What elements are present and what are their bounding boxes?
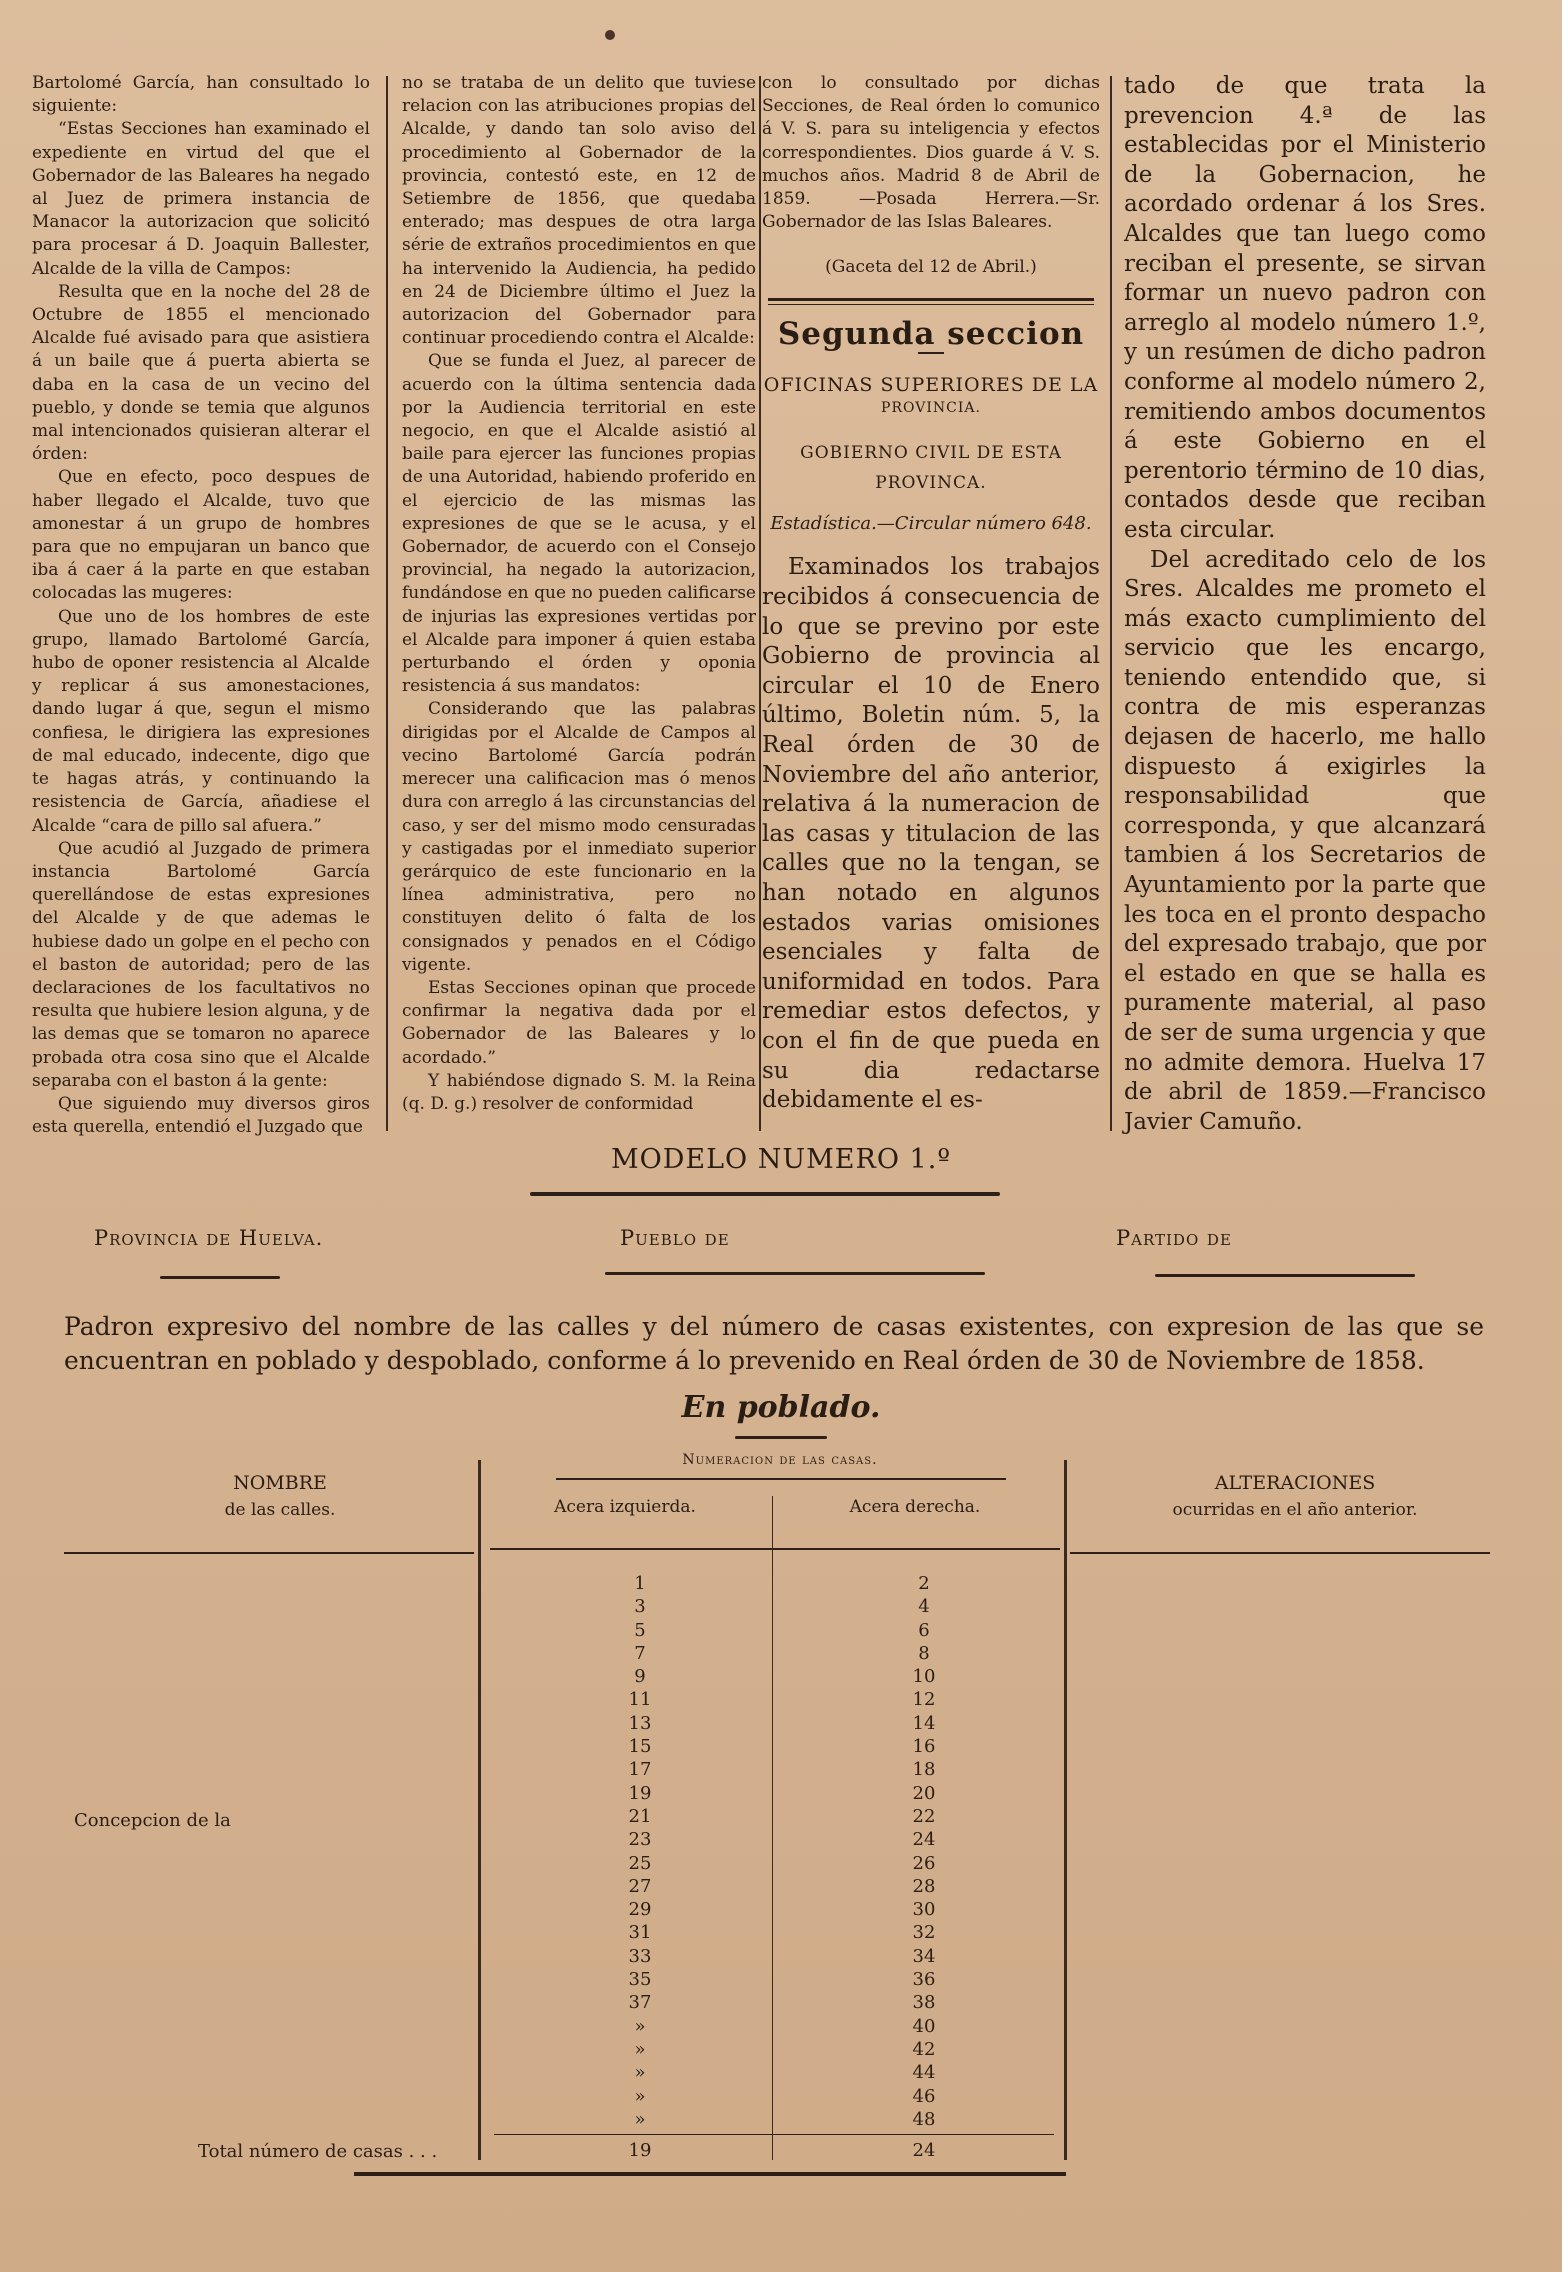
house-number-izquierda: 27 (628, 1875, 652, 1897)
col1-paragraph: Que acudió al Juzgado de primera instancia Bartolomé García querellándose de estas expresiones del Alcalde y de que ademas le hubiese dado un golpe en el pecho con el baston de autoridad; pero de las declaraciones de los facultativos no resulta que hubiere lesion alguna, y de las demas que se tomaron no aparece probada otra cosa sino que el Alcalde separaba con el baston á la gente: (32, 838, 370, 1091)
provincia-heading: PROVINCIA. (881, 400, 981, 417)
col4-paragraph: Del acreditado celo de los Sres. Alcaldes me prometo el más exacto cumplimiento del servicio que les encargo, teniendo entendido que, si contra de mis esperanzas dejasen de hacerlo, me hallo dispuesto á exigirles la responsabilidad que corresponda, y que alcanzará tambien á los Secretarios de Ayuntamiento por la parte que les toca en el pronto despacho del expresado trabajo, que por el estado en que se halla es puramente material, al paso de ser de suma urgencia y que no admite demora. Huelva 17 de abril de 1859.—Francisco Javier Camuño. (1124, 546, 1486, 1135)
ornament-rule (160, 1276, 280, 1279)
column-rule (386, 76, 388, 1131)
house-number-izquierda: 17 (628, 1759, 652, 1781)
house-number-izquierda: 19 (628, 1782, 652, 1804)
house-number-derecha: 16 (912, 1736, 936, 1758)
col1-paragraph: Que en efecto, poco despues de haber llegado el Alcalde, tuvo que amonestar á un grupo de hombres para que no empujaran un banco que iba á caer á la parte en que estaban colocadas las mugeres: (32, 467, 370, 604)
total-izquierda: 19 (628, 2140, 652, 2161)
house-number-izquierda: 35 (628, 1969, 652, 1991)
circular-body: Examinados los trabajos recibidos á consecuencia de lo que se previno por este Gobierno de provincia al circular el 10 de Enero último, Boletin núm. 5, la Real órden de 30 de Noviembre del año anterior, relativa á la numeracion de las casas y titulacion de las calles que no la tengan, se han notado en algunos estados varias omisiones esenciales y falta de uniformidad en todos. Para remediar estos defectos, y con el fin de que pueda en su dia redactarse debidamente el es- (762, 554, 1100, 1114)
partido-label: Partido de (1116, 1226, 1232, 1250)
house-number-izquierda: » (634, 2062, 646, 2084)
circular-heading: Estadística.—Circular número 648. (770, 513, 1092, 535)
house-number-derecha: 8 (918, 1642, 930, 1664)
column-rule (759, 76, 761, 1131)
table-column-rule (772, 1496, 773, 2160)
house-number-derecha: 36 (912, 1969, 936, 1991)
col4-paragraph: tado de que trata la prevencion 4.ª de las establecidas por el Ministerio de la Gobernacion, he acordado ordenar á los Sres. Alcaldes que tan luego como reciban el presente, se sirvan formar un nuevo padron con arreglo al modelo número 1.º, y un resúmen de dicho padron conforme al modelo número 2, remitiendo ambos documentos á este Gobierno en el perentorio término de 10 dias, contados desde que reciban esta circular. (1124, 73, 1486, 543)
house-number-izquierda: » (634, 2085, 646, 2107)
column-4 (1124, 72, 1486, 1137)
double-rule (768, 298, 1094, 305)
house-number-derecha: 32 (912, 1922, 936, 1944)
house-number-derecha: 42 (912, 2038, 936, 2060)
column-rule (1110, 76, 1112, 1131)
house-number-izquierda: » (634, 2038, 646, 2060)
short-dash (918, 352, 944, 354)
house-number-derecha: 46 (912, 2085, 936, 2107)
nombre-subheader: de las calles. (224, 1500, 336, 1520)
house-number-derecha: 34 (912, 1945, 936, 1967)
ink-dot (605, 30, 615, 40)
house-number-derecha: 12 (912, 1689, 936, 1711)
col2-paragraph: Que se funda el Juez, al parecer de acuerdo con la última sentencia dada por la Audiencia territorial en este negocio, en que el Alcalde asistió al baile para ejercer las funciones propias de una Autoridad, habiendo proferido en el ejercicio de las mismas las expresiones de que se le acusa, y el Gobernador, de acuerdo con el Consejo provincial, ha negado la autorizacion, fundándose en que no pueden calificarse de injurias las expresiones vertidas por el Alcalde para imponer á quien estaba perturbando el órden y oponia resistencia á sus mandatos: (402, 351, 756, 697)
table-header-rule (490, 1548, 1060, 1550)
provincia-label: Provincia de Huelva. (94, 1226, 324, 1250)
numeracion-header: Numeracion de las casas. (682, 1452, 878, 1468)
nombre-header: NOMBRE (233, 1472, 327, 1494)
alteraciones-header: ALTERACIONES (1214, 1472, 1376, 1494)
col2-paragraph: Estas Secciones opinan que procede confirmar la negativa dada por el Gobernador de las Baleares y lo acordado.” (402, 977, 756, 1068)
en-poblado-heading: En poblado. (681, 1390, 881, 1425)
column-2 (402, 72, 756, 1116)
modelo-title: MODELO NUMERO 1.º (610, 1144, 952, 1175)
gaceta-source: (Gaceta del 12 de Abril.) (825, 257, 1037, 278)
house-number-izquierda: 3 (634, 1596, 646, 1618)
col2-paragraph: Y habiéndose dignado S. M. la Reina (q. D. g.) resolver de conformidad (402, 1070, 756, 1114)
col1-paragraph: Bartolomé García, han consultado lo siguiente: (32, 73, 370, 117)
house-number-izquierda: 7 (634, 1642, 646, 1664)
house-number-izquierda: 23 (628, 1829, 652, 1851)
col1-paragraph: Resulta que en la noche del 28 de Octubre de 1855 el mencionado Alcalde fué avisado para que asistiera á un baile que á puerta abierta se daba en la casa de un vecino del pueblo, y donde se temia que algunos mal intencionados quisieran alterar el órden: (32, 281, 370, 465)
alteraciones-subheader: ocurridas en el año anterior. (1172, 1500, 1418, 1520)
ornament-rule (530, 1192, 1000, 1196)
oficinas-heading: OFICINAS SUPERIORES DE LA (763, 373, 1099, 396)
house-number-derecha: 38 (912, 1992, 936, 2014)
house-number-izquierda: » (634, 2015, 646, 2037)
section-title: Segunda seccion (777, 315, 1085, 352)
col2-paragraph: no se trataba de un delito que tuviese relacion con las atribuciones propias del Alcalde, y dando tan solo aviso del procedimiento al Gobernador de la provincia, contestó este, en 12 de Setiembre de 1856, que quedaba enterado; mas despues de otra larga série de extraños procedimientos en que ha intervenido la Audiencia, ha pedido en 24 de Diciembre último el Juez la autorizacion del Gobernador para continuar procediendo contra el Alcalde: (402, 73, 756, 349)
house-number-derecha: 4 (918, 1596, 930, 1618)
house-number-izquierda: 25 (628, 1852, 652, 1874)
col1-paragraph: Que siguiendo muy diversos giros esta querella, entendió el Juzgado que (32, 1093, 370, 1138)
gobierno-heading: GOBIERNO CIVIL DE ESTA PROVINCA. (800, 443, 1062, 494)
derecha-numbers (864, 1572, 984, 2131)
ornament-rule (1155, 1274, 1415, 1277)
house-number-derecha: 22 (912, 1805, 936, 1827)
house-number-izquierda: 21 (628, 1805, 652, 1827)
table-header-rule (1070, 1552, 1490, 1554)
table-bottom-rule (354, 2172, 1066, 2176)
padron-description: Padron expresivo del nombre de las calles y del número de casas existentes, con expresion de las que se encuentran en poblado y despoblado, conforme á lo prevenido en Real órden de 30 de Noviembre de 1858. (64, 1312, 1484, 1375)
header-rule (556, 1478, 1006, 1480)
house-number-derecha: 44 (912, 2062, 936, 2084)
house-number-izquierda: 13 (628, 1712, 652, 1734)
house-number-izquierda: 31 (628, 1922, 652, 1944)
column-1 (32, 72, 370, 1139)
house-number-izquierda: 33 (628, 1945, 652, 1967)
house-number-izquierda: 15 (628, 1736, 652, 1758)
house-number-derecha: 40 (912, 2015, 936, 2037)
col2-paragraph: Considerando que las palabras dirigidas por el Alcalde de Campos al vecino Bartolomé García podrán merecer una calificacion mas ó menos dura con arreglo á las circunstancias del caso, y ser del mismo modo censuradas y castigadas por el inmediato superior gerárquico de este funcionario en la línea administrativa, pero no constituyen delito ó falta de los consignados y penados en el Código vigente. (402, 699, 756, 975)
col1-paragraph: Que uno de los hombres de este grupo, llamado Bartolomé García, hubo de oponer resistencia al Alcalde y replicar á sus amonestaciones, dando lugar á que, segun el mismo confiesa, le dirigiera las expresiones de mal educado, indecente, digo que te hagas atrás, y continuando la resistencia de García, añadiese el Alcalde “cara de pillo sal afuera.” (32, 606, 370, 836)
column-3 (762, 72, 1100, 1116)
house-number-derecha: 6 (918, 1619, 930, 1641)
table-column-rule (478, 1460, 481, 2160)
house-number-izquierda: » (634, 2108, 646, 2130)
street-name: Concepcion de la (74, 1810, 231, 1831)
house-number-izquierda: 11 (628, 1689, 652, 1711)
house-number-izquierda: 5 (634, 1619, 646, 1641)
house-number-derecha: 48 (912, 2108, 936, 2130)
ornament-rule (605, 1272, 985, 1275)
house-number-derecha: 2 (918, 1573, 930, 1594)
house-number-derecha: 18 (912, 1759, 936, 1781)
house-number-derecha: 20 (912, 1782, 936, 1804)
house-number-derecha: 28 (912, 1875, 936, 1897)
pueblo-label: Pueblo de (620, 1226, 730, 1250)
table-header-rule (64, 1552, 474, 1554)
house-number-derecha: 10 (912, 1666, 936, 1688)
total-label: Total número de casas . . . (198, 2141, 438, 2162)
total-rule (494, 2134, 1054, 2135)
house-number-izquierda: 37 (628, 1992, 652, 2014)
house-number-derecha: 30 (912, 1899, 936, 1921)
house-number-izquierda: 9 (634, 1666, 646, 1688)
table-column-rule (1064, 1460, 1067, 2160)
house-number-derecha: 24 (912, 1829, 936, 1851)
house-number-izquierda: 29 (628, 1899, 652, 1921)
house-number-derecha: 14 (912, 1712, 936, 1734)
col1-paragraph: “Estas Secciones han examinado el expediente en virtud del que el Gobernador de las Baleares ha negado al Juez de primera instancia de Manacor la autorizacion que solicitó para procesar á D. Joaquin Ballester, Alcalde de la villa de Campos: (32, 119, 370, 279)
izquierda-numbers (580, 1572, 700, 2131)
col3-paragraph: con lo consultado por dichas Secciones, de Real órden lo comunico á V. S. para su inteligencia y efectos correspondientes. Dios guarde á V. S. muchos años. Madrid 8 de Abril de 1859. —Posada Herrera.—Sr. Gobernador de las Islas Baleares. (762, 73, 1100, 233)
ornament-rule (735, 1436, 827, 1439)
izquierda-header: Acera izquierda. (554, 1497, 696, 1517)
house-number-derecha: 26 (912, 1852, 936, 1874)
house-number-izquierda: 1 (634, 1573, 646, 1594)
total-derecha: 24 (912, 2140, 936, 2161)
derecha-header: Acera derecha. (849, 1497, 981, 1517)
